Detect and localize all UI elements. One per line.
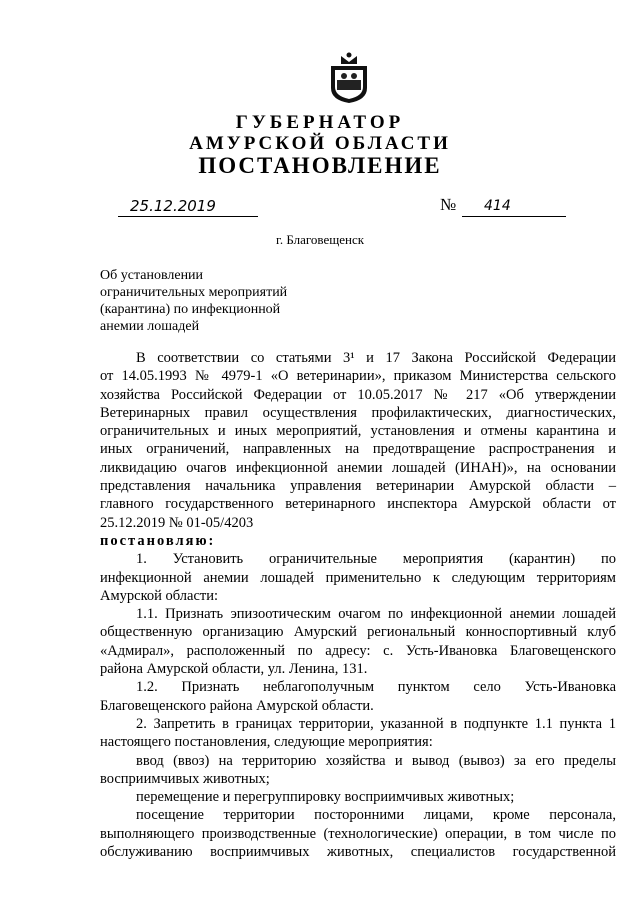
item-line: «Адмирал», расположенный по адресу: с. Усть-Ивановка Благовещенского	[100, 642, 616, 659]
preamble-line: ликвидацию очагов инфекционной анемии лошадей (ИНАН)», на основании	[100, 459, 616, 476]
coat-of-arms-icon	[327, 52, 371, 104]
preamble-line: от 14.05.1993 № 4979-1 «О ветеринарии», приказом Министерства сельского	[100, 368, 616, 385]
preamble-line: Ветеринарных правил осуществления профилактических, диагностических,	[100, 404, 616, 421]
title-line: (карантина) по инфекционной	[100, 302, 281, 317]
decree-word: постановляю:	[100, 532, 216, 549]
governor-heading: ГУБЕРНАТОР	[235, 112, 405, 133]
restriction-visits	[100, 806, 616, 861]
item-line: восприимчивых животных;	[100, 770, 270, 787]
document-number: 414	[462, 198, 566, 217]
number-label: №	[440, 195, 457, 214]
item-line: обслуживанию восприимчивых животных, специалистов государственной	[100, 844, 616, 861]
item-line: посещение территории посторонними лицами, кроме персонала,	[136, 807, 616, 824]
title-line: Об установлении	[100, 268, 204, 283]
preamble-line: 25.12.2019 № 01-05/4203	[100, 514, 254, 531]
item-line: района Амурской области, ул. Ленина, 131.	[100, 661, 368, 678]
preamble-line: иных ограничений, направленных на предотвращение распространения и	[100, 441, 616, 458]
item-line: ввод (ввоз) на территорию хозяйства и вывод (вывоз) за его пределы	[136, 752, 616, 769]
preamble-line: представления начальника управления ветеринарии Амурской области –	[100, 478, 616, 495]
item-line: выполняющего производственные (технологические) операции, в том числе по	[100, 825, 616, 842]
item-line: Благовещенского района Амурской области.	[100, 697, 374, 714]
item-line: общественную организацию Амурский региональный конноспортивный клуб	[100, 624, 616, 641]
preamble-line: ограничительных и иных мероприятий, установления и отмены карантина и	[100, 423, 616, 440]
item-line: 2. Запретить в границах территории, указанной в подпункте 1.1 пункта 1	[136, 715, 616, 732]
title-line: анемии лошадей	[100, 319, 200, 334]
restriction-entry	[100, 752, 616, 789]
document-body	[100, 349, 616, 861]
document-type-heading: ПОСТАНОВЛЕНИЕ	[198, 153, 442, 178]
preamble-line: хозяйства Российской Федерации от 10.05.2017 № 217 «Об утверждении	[100, 386, 616, 403]
item-line: Амурской области:	[100, 587, 219, 604]
preamble-line: В соответствии со статьями 3¹ и 17 Закона Российской Федерации	[136, 350, 616, 366]
item-line: перемещение и перегруппировку восприимчивых животных;	[136, 789, 515, 806]
document-title	[100, 267, 360, 335]
item-line: 1.2. Признать неблагополучным пунктом село Усть-Ивановка	[136, 679, 616, 696]
city-line: г. Благовещенск	[275, 232, 365, 247]
preamble-line: главного государственного ветеринарного инспектора Амурской области от	[100, 496, 616, 513]
item-line: 1.1. Признать эпизоотическим очагом по инфекционной анемии лошадей	[136, 606, 616, 623]
region-heading: АМУРСКОЙ ОБЛАСТИ	[189, 133, 451, 154]
item-line: настоящего постановления, следующие мероприятия:	[100, 734, 433, 751]
restriction-movement	[100, 788, 616, 806]
title-line: ограничительных мероприятий	[100, 285, 288, 300]
preamble	[100, 349, 616, 532]
item-line: 1. Установить ограничительные мероприятия (карантин) по	[136, 551, 616, 568]
document-date: 25.12.2019	[118, 198, 258, 217]
item-line: инфекционной анемии лошадей применительно к следующим территориям	[100, 569, 616, 586]
item-1-1	[100, 605, 616, 678]
item-2	[100, 715, 616, 752]
item-1	[100, 550, 616, 605]
item-1-2	[100, 678, 616, 715]
